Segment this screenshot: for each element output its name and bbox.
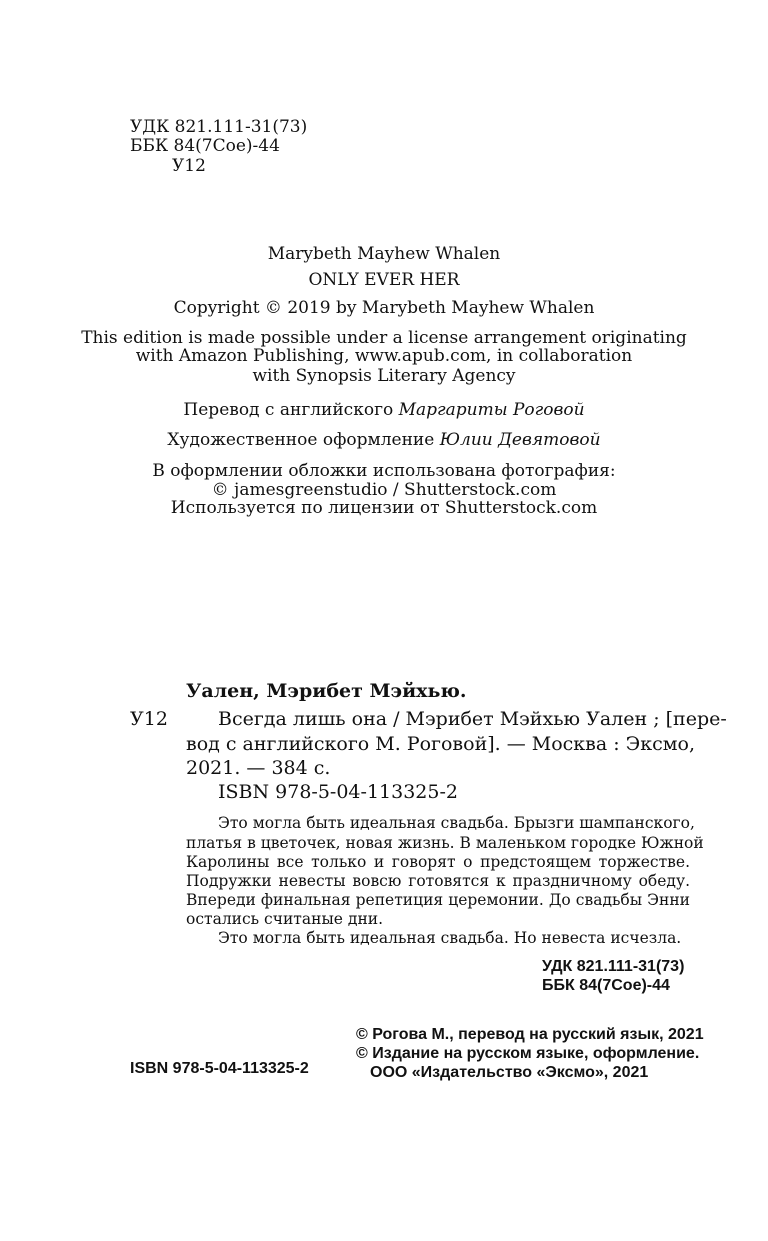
catalog-desc-line-2: вод с английского М. Роговой]. — Москва : Эксмо, bbox=[186, 733, 695, 755]
annotation-line-5: Впереди финальная репетиция церемонии. До свадьбы Энни bbox=[186, 891, 690, 909]
translation-credit bbox=[0, 400, 768, 420]
original-title: ONLY EVER HER bbox=[308, 270, 460, 290]
photo-line-3: Используется по лицензии от Shutterstock.com bbox=[170, 498, 598, 518]
translator-name: Маргариты Роговой bbox=[398, 400, 585, 420]
photo-line-2: © jamesgreenstudio / Shutterstock.com bbox=[211, 480, 557, 500]
catalog-desc-line-1: Всегда лишь она / Мэрибет Мэйхью Уален ; [пере- bbox=[218, 708, 727, 730]
footer-copyright-2: © Издание на русском языке, оформление. bbox=[356, 1045, 700, 1062]
annotation-line-3: Каролины все только и говорят о предстоящем торжестве. bbox=[186, 853, 690, 871]
annotation-line-2: платья в цветочек, новая жизнь. В маленьком городке Южной bbox=[186, 834, 704, 852]
bbk-code: ББК 84(7Сое)-44 bbox=[130, 136, 280, 156]
design-credit bbox=[0, 430, 768, 450]
annotation-line-6: остались считаные дни. bbox=[186, 910, 384, 928]
license-line-2: with Amazon Publishing, www.apub.com, in collaboration bbox=[135, 346, 633, 366]
original-author: Marybeth Mayhew Whalen bbox=[267, 244, 501, 264]
translation-prefix: Перевод с английского bbox=[183, 400, 399, 420]
footer-copyright-1: © Рогова М., перевод на русский язык, 2021 bbox=[356, 1026, 704, 1043]
catalog-mark: У12 bbox=[130, 708, 168, 730]
license-line-3: with Synopsis Literary Agency bbox=[252, 366, 516, 386]
footer-copyright-3: ООО «Издательство «Эксмо», 2021 bbox=[370, 1064, 649, 1081]
footer-isbn: ISBN 978-5-04-113325-2 bbox=[130, 1060, 309, 1077]
udk-code: УДК 821.111-31(73) bbox=[130, 117, 308, 137]
annotation-line-1: Это могла быть идеальная свадьба. Брызги шампанского, bbox=[218, 814, 695, 832]
design-prefix: Художественное оформление bbox=[167, 430, 440, 450]
license-line-1: This edition is made possible under a license arrangement originating bbox=[81, 328, 687, 348]
catalog-isbn: ISBN 978-5-04-113325-2 bbox=[218, 781, 458, 803]
photo-line-1: В оформлении обложки использована фотография: bbox=[152, 461, 616, 481]
author-mark: У12 bbox=[172, 156, 206, 176]
catalog-bbk: ББК 84(7Сое)-44 bbox=[542, 977, 670, 994]
annotation-line-7: Это могла быть идеальная свадьба. Но невеста исчезла. bbox=[218, 929, 682, 947]
annotation-line-4: Подружки невесты вовсю готовятся к праздничному обеду. bbox=[186, 872, 690, 890]
catalog-heading: Уален, Мэрибет Мэйхью. bbox=[186, 680, 467, 702]
catalog-udk: УДК 821.111-31(73) bbox=[542, 958, 685, 975]
designer-name: Юлии Девятовой bbox=[439, 430, 601, 450]
original-copyright: Copyright © 2019 by Marybeth Mayhew Whalen bbox=[173, 298, 595, 318]
catalog-desc-line-3: 2021. — 384 с. bbox=[186, 757, 331, 779]
